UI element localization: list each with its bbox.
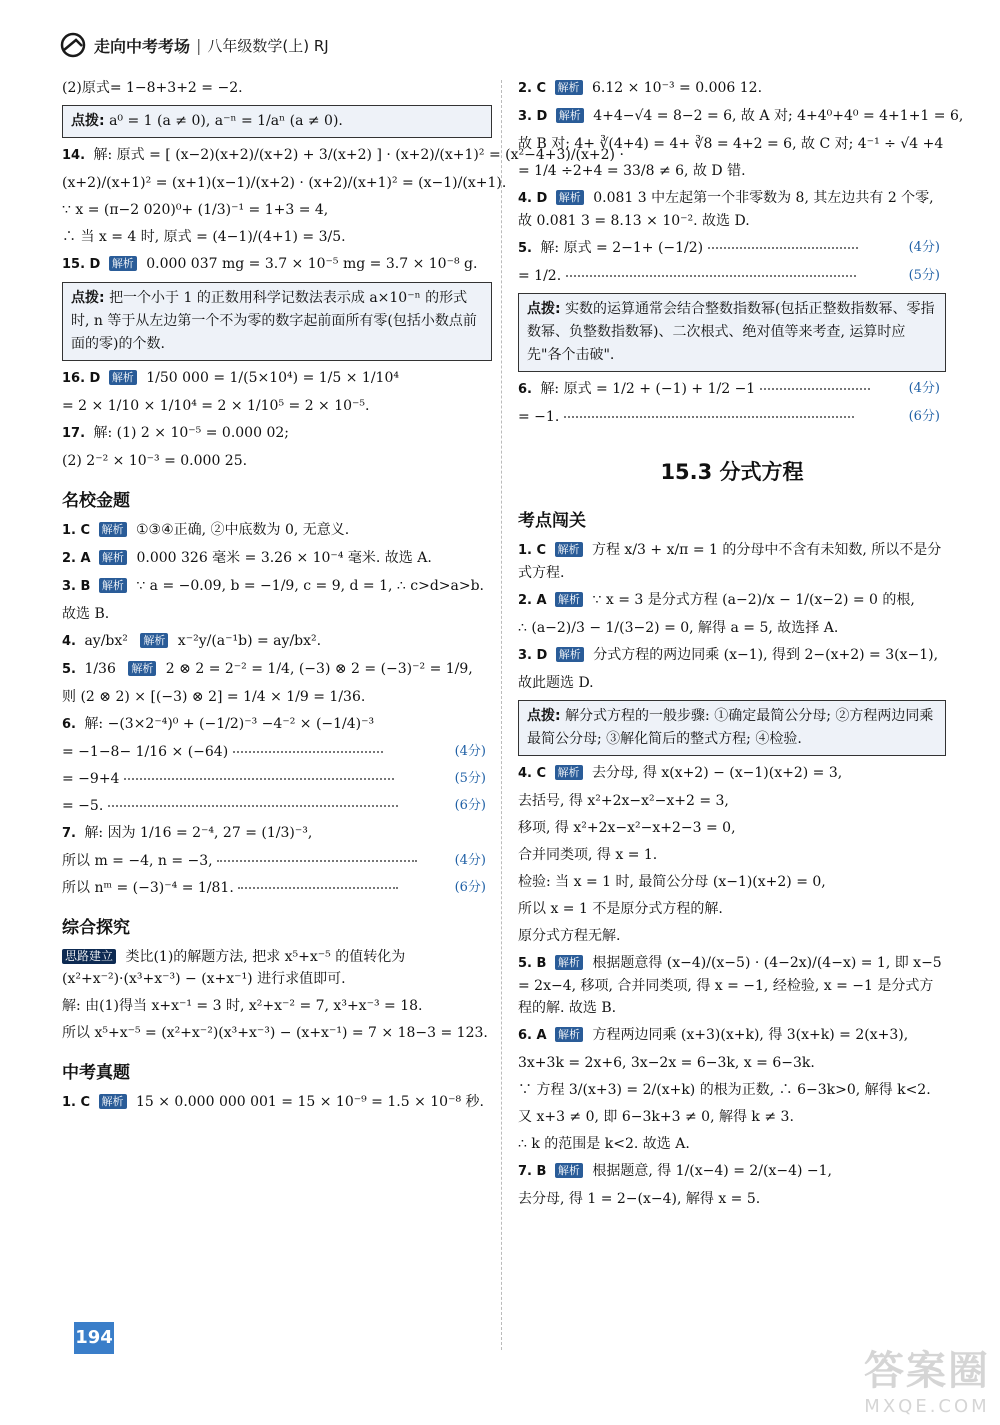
tip-box xyxy=(62,282,492,361)
answer-line: 则 (2 ⊗ 2) × [(−3) ⊗ 2] = 1/4 × 1/9 = 1/36. xyxy=(62,689,366,705)
question-m4 xyxy=(62,630,492,653)
question-k1 xyxy=(62,1091,492,1114)
section-heading: 考点闯关 xyxy=(518,511,586,531)
leader-dots xyxy=(564,416,854,418)
answer-text: 15 × 0.000 000 001 = 15 × 10⁻⁹ = 1.5 × 10⁻⁸ 秒. xyxy=(135,1094,484,1110)
answer-line: = 2 × 1/10 × 1/10⁴ = 2 × 1/10⁵ = 2 × 10⁻⁵. xyxy=(62,398,370,414)
answer-line: 故 B 对; 4+ ∛(4+4) = 4+ ∛8 = 4+2 = 6, 故 C 对; 4⁻¹ ÷ √4 +4 xyxy=(518,136,944,152)
watermark-logo: 答案圈 xyxy=(864,1348,990,1394)
score-label: (4分) xyxy=(454,853,486,868)
question-m1 xyxy=(62,519,492,542)
step-text: 所以 nᵐ = (−3)⁻⁴ = 1/81. xyxy=(62,880,234,896)
answer-text: 6.12 × 10⁻³ = 0.006 12. xyxy=(591,80,763,96)
leader-dots xyxy=(233,751,383,753)
scored-step xyxy=(518,265,946,287)
answer-line: 检验: 当 x = 1 时, 最简公分母 (x−1)(x+2) = 0, xyxy=(518,874,826,890)
answer-text: x⁻²y/(a⁻¹b) = ay/bx². xyxy=(177,633,322,649)
answer-text: 解: −(3×2⁻⁴)⁰ + (−1/2)⁻³ −4⁻² × (−1/4)⁻³ xyxy=(84,716,375,732)
question-m5 xyxy=(62,658,492,681)
question-number: 6. xyxy=(62,717,76,732)
answer-line: (2)原式= 1−8+3+2 = −2. xyxy=(62,80,243,96)
answer-line: 又 x+3 ≠ 0, 即 6−3k+3 ≠ 0, 解得 k ≠ 3. xyxy=(518,1109,794,1125)
page-number: 194 xyxy=(74,1322,114,1354)
question-16 xyxy=(62,367,492,390)
score-label: (4分) xyxy=(454,744,486,759)
answer-text: 2 ⊗ 2 = 2⁻² = 1/4, (−3) ⊗ 2 = (−3)⁻² = 1/9, xyxy=(165,661,473,677)
answer-line: 故此题选 D. xyxy=(518,675,594,691)
analysis-tag: 解析 xyxy=(99,1094,127,1109)
step-text: = −1−8− 1/16 × (−64) xyxy=(62,744,229,760)
question-number: 5. B xyxy=(518,956,547,971)
column-divider xyxy=(501,80,502,1350)
step-text: 所以 m = −4, n = −3, xyxy=(62,853,213,869)
question-number: 1. C xyxy=(62,1095,91,1110)
answer-line: (x+2)/(x+1)² = (x+1)(x−1)/(x+2) · (x+2)/(x+1)² = (x−1)/(x+1). xyxy=(62,175,507,191)
step-text: = −9+4 xyxy=(62,771,120,787)
short-answer: ay/bx² xyxy=(84,633,128,649)
answer-text: ①③④正确, ②中底数为 0, 无意义. xyxy=(135,522,350,538)
scored-step xyxy=(62,768,492,790)
answer-line: ∵ x = (π−2 020)⁰+ (1/3)⁻¹ = 1+3 = 4, xyxy=(62,202,329,218)
question-f3 xyxy=(518,644,946,667)
analysis-tag: 解析 xyxy=(99,578,127,593)
question-number: 4. xyxy=(62,634,76,649)
question-number: 17. xyxy=(62,426,86,441)
book-logo-icon xyxy=(60,32,88,58)
section-heading: 名校金题 xyxy=(62,491,130,511)
tip-label: 点拨: xyxy=(527,708,561,724)
answer-line: 合并同类项, 得 x = 1. xyxy=(518,847,658,863)
answer-text: 方程两边同乘 (x+3)(x+k), 得 3(x+k) = 2(x+3), xyxy=(592,1027,909,1043)
tip-box xyxy=(62,105,492,138)
answer-text: 0.000 326 毫米 = 3.26 × 10⁻⁴ 毫米. 故选 A. xyxy=(136,550,432,566)
analysis-tag: 解析 xyxy=(555,542,583,557)
question-number: 6. A xyxy=(518,1028,547,1043)
leader-dots xyxy=(238,887,398,889)
analysis-tag: 解析 xyxy=(109,256,137,271)
answer-line: ∵ 方程 3/(x+3) = 2/(x+k) 的根为正数, ∴ 6−3k>0, 解得 k<2. xyxy=(518,1082,931,1098)
question-17 xyxy=(62,422,492,445)
step-text: = −5. xyxy=(62,798,104,814)
question-number: 3. D xyxy=(518,109,548,124)
analysis-tag: 解析 xyxy=(555,765,583,780)
answer-text: 解: 原式 = 2−1+ (−1/2) xyxy=(540,240,704,256)
answer-line: 原分式方程无解. xyxy=(518,928,621,944)
watermark-url: MXQE.COM xyxy=(864,1396,990,1417)
answer-text: ∵ x = 3 是分式方程 (a−2)/x − 1/(x−2) = 0 的根, xyxy=(592,592,915,608)
question-number: 5. xyxy=(518,241,532,256)
question-number: 16. D xyxy=(62,371,101,386)
book-title: 走向中考考场 xyxy=(94,36,191,56)
tip-label: 点拨: xyxy=(71,113,105,129)
answer-line: 去括号, 得 x²+2x−x²−x+2 = 3, xyxy=(518,793,729,809)
analysis-tag: 解析 xyxy=(99,550,127,565)
analysis-tag: 解析 xyxy=(556,108,584,123)
question-r4 xyxy=(518,187,946,232)
header-separator: | xyxy=(196,35,202,55)
analysis-tag: 解析 xyxy=(140,633,168,648)
right-column xyxy=(518,72,964,1215)
answer-text: ∵ a = −0.09, b = −1/9, c = 9, d = 1, ∴ c>d>a>b. xyxy=(136,578,485,594)
answer-text: 根据题意得 (x−4)/(x−5) · (4−2x)/(4−x) = 1, 即 x−5 = 2x−4, 移项, 合并同类项, 得 x = −1, 经检验, x = −1 是分式方程的解. 故选 B. xyxy=(518,955,942,1016)
score-label: (4分) xyxy=(908,381,940,396)
answer-text: 解: 原式 = [ (x−2)(x+2)/(x+2) + 3/(x+2) ] · (x+2)/(x+1)² = (x²−4+3)/(x+2) · xyxy=(93,147,624,163)
answer-text: 解: (1) 2 × 10⁻⁵ = 0.000 02; xyxy=(93,425,289,441)
answer-text: 解: 因为 1/16 = 2⁻⁴, 27 = (1/3)⁻³, xyxy=(84,825,313,841)
question-14 xyxy=(62,144,624,167)
analysis-tag: 解析 xyxy=(99,522,127,537)
question-r3 xyxy=(518,105,964,128)
book-subtitle: 八年级数学(上) RJ xyxy=(207,36,329,55)
answer-text: 分式方程的两边同乘 (x−1), 得到 2−(x+2) = 3(x−1), xyxy=(593,647,939,663)
section-heading: 中考真题 xyxy=(62,1063,130,1083)
question-f2 xyxy=(518,589,946,612)
page-header xyxy=(60,30,329,60)
answer-line: ∴ 当 x = 4 时, 原式 = (4−1)/(4+1) = 3/5. xyxy=(62,229,346,245)
question-f4 xyxy=(518,762,946,785)
section-heading: 综合探究 xyxy=(62,918,130,938)
answer-text: 方程 x/3 + x/π = 1 的分母中不含有未知数, 所以不是分式方程. xyxy=(518,542,942,581)
question-f6 xyxy=(518,1024,946,1047)
answer-line: = 1/4 ÷2+4 = 33/8 ≠ 6, 故 D 错. xyxy=(518,163,746,179)
analysis-tag: 解析 xyxy=(555,1027,583,1042)
answer-line: 故选 B. xyxy=(62,606,110,622)
leader-dots xyxy=(108,805,398,807)
question-number: 2. C xyxy=(518,81,547,96)
answer-line: ∴ (a−2)/3 − 1/(3−2) = 0, 解得 a = 5, 故选择 A. xyxy=(518,620,839,636)
question-number: 14. xyxy=(62,148,86,163)
answer-line: 解: 由(1)得当 x+x⁻¹ = 3 时, x²+x⁻² = 7, x³+x⁻³ = 18. xyxy=(62,998,423,1014)
score-label: (5分) xyxy=(908,268,940,283)
answer-text: 1/50 000 = 1/(5×10⁴) = 1/5 × 1/10⁴ xyxy=(146,370,399,386)
tip-box xyxy=(518,293,946,372)
scored-step xyxy=(62,795,492,817)
short-answer: 1/36 xyxy=(84,661,116,677)
tip-text: a⁰ = 1 (a ≠ 0), a⁻ⁿ = 1/aⁿ (a ≠ 0). xyxy=(109,113,343,129)
tip-label: 点拨: xyxy=(527,301,561,317)
analysis-tag: 解析 xyxy=(555,1163,583,1178)
leader-dots xyxy=(217,860,417,862)
scored-step xyxy=(62,877,492,899)
answer-text: 解: 原式 = 1/2 + (−1) + 1/2 −1 xyxy=(540,381,756,397)
question-r6 xyxy=(518,378,946,401)
answer-line: 移项, 得 x²+2x−x²−x+2−3 = 0, xyxy=(518,820,736,836)
question-number: 15. D xyxy=(62,257,101,272)
analysis-tag: 解析 xyxy=(556,190,584,205)
score-label: (4分) xyxy=(908,240,940,255)
answer-line: ∴ k 的范围是 k<2. 故选 A. xyxy=(518,1136,690,1152)
answer-text: 0.081 3 中左起第一个非零数为 8, 其左边共有 2 个零, 故 0.081 3 = 8.13 × 10⁻². 故选 D. xyxy=(518,190,934,229)
question-number: 7. xyxy=(62,826,76,841)
chapter-title: 15.3 分式方程 xyxy=(660,460,804,484)
question-number: 3. D xyxy=(518,648,548,663)
question-number: 1. C xyxy=(62,523,91,538)
answer-line: 所以 x = 1 不是原分式方程的解. xyxy=(518,901,723,917)
question-f1 xyxy=(518,539,946,584)
question-number: 4. C xyxy=(518,766,547,781)
score-label: (6分) xyxy=(454,880,486,895)
leader-dots xyxy=(760,388,870,390)
analysis-tag: 解析 xyxy=(555,955,583,970)
idea-tag: 思路建立 xyxy=(62,949,116,964)
leader-dots xyxy=(708,247,858,249)
question-number: 6. xyxy=(518,382,532,397)
tip-text: 实数的运算通常会结合整数指数幂(包括正整数指数幂、零指数幂、负整数指数幂)、二次根式、绝对值等来考查, 运算时应先"各个击破". xyxy=(527,301,935,363)
tip-text: 把一个小于 1 的正数用科学记数法表示成 a×10⁻ⁿ 的形式时, n 等于从左边第一个不为零的数字起前面所有零(包括小数点前面的零)的个数. xyxy=(71,290,477,352)
question-number: 4. D xyxy=(518,191,548,206)
question-15 xyxy=(62,253,492,276)
analysis-tag: 解析 xyxy=(128,661,156,676)
scored-step xyxy=(62,741,492,763)
question-number: 2. A xyxy=(62,551,91,566)
step-text: = −1. xyxy=(518,409,560,425)
tip-label: 点拨: xyxy=(71,290,105,306)
question-m6 xyxy=(62,713,492,736)
question-f7 xyxy=(518,1160,946,1183)
question-number: 2. A xyxy=(518,593,547,608)
tip-text: 解分式方程的一般步骤: ①确定最简公分母; ②方程两边同乘最简公分母; ③解化简后的整式方程; ④检验. xyxy=(527,708,934,747)
answer-text: 根据题意, 得 1/(x−4) = 2/(x−4) −1, xyxy=(592,1163,833,1179)
question-number: 7. B xyxy=(518,1164,547,1179)
tip-box xyxy=(518,700,946,756)
step-text: = 1/2. xyxy=(518,268,562,284)
score-label: (6分) xyxy=(908,409,940,424)
question-f5 xyxy=(518,952,946,1019)
answer-line: 所以 x⁵+x⁻⁵ = (x²+x⁻²)(x³+x⁻³) − (x+x⁻¹) = 7 × 18−3 = 123. xyxy=(62,1025,488,1041)
analysis-tag: 解析 xyxy=(555,80,583,95)
question-r5 xyxy=(518,237,946,260)
leader-dots xyxy=(124,778,394,780)
question-m2 xyxy=(62,547,492,570)
answer-line: 3x+3k = 2x+6, 3x−2x = 6−3k, x = 6−3k. xyxy=(518,1055,815,1071)
question-number: 5. xyxy=(62,662,76,677)
answer-line: 去分母, 得 1 = 2−(x−4), 解得 x = 5. xyxy=(518,1191,761,1207)
analysis-tag: 解析 xyxy=(555,592,583,607)
answer-text: 4+4−√4 = 8−2 = 6, 故 A 对; 4+4⁰+4⁰ = 4+1+1 = 6, xyxy=(593,108,964,124)
score-label: (5分) xyxy=(454,771,486,786)
question-m3 xyxy=(62,575,492,598)
idea-line xyxy=(62,946,492,990)
watermark xyxy=(864,1339,990,1417)
leader-dots xyxy=(566,275,856,277)
scored-step xyxy=(62,850,492,872)
answer-text: 0.000 037 mg = 3.7 × 10⁻⁵ mg = 3.7 × 10⁻⁸ g. xyxy=(146,256,478,272)
idea-text: 类比(1)的解题方法, 把求 x⁵+x⁻⁵ 的值转化为 (x²+x⁻²)·(x³+x⁻³) − (x+x⁻¹) 进行求值即可. xyxy=(62,949,406,987)
scored-step xyxy=(518,406,946,428)
analysis-tag: 解析 xyxy=(556,647,584,662)
question-r2 xyxy=(518,77,946,100)
answer-text: 去分母, 得 x(x+2) − (x−1)(x+2) = 3, xyxy=(591,765,843,781)
analysis-tag: 解析 xyxy=(109,370,137,385)
score-label: (6分) xyxy=(454,798,486,813)
answer-line: (2) 2⁻² × 10⁻³ = 0.000 25. xyxy=(62,453,248,469)
question-number: 1. C xyxy=(518,543,547,558)
question-number: 3. B xyxy=(62,579,91,594)
question-m7 xyxy=(62,822,492,845)
